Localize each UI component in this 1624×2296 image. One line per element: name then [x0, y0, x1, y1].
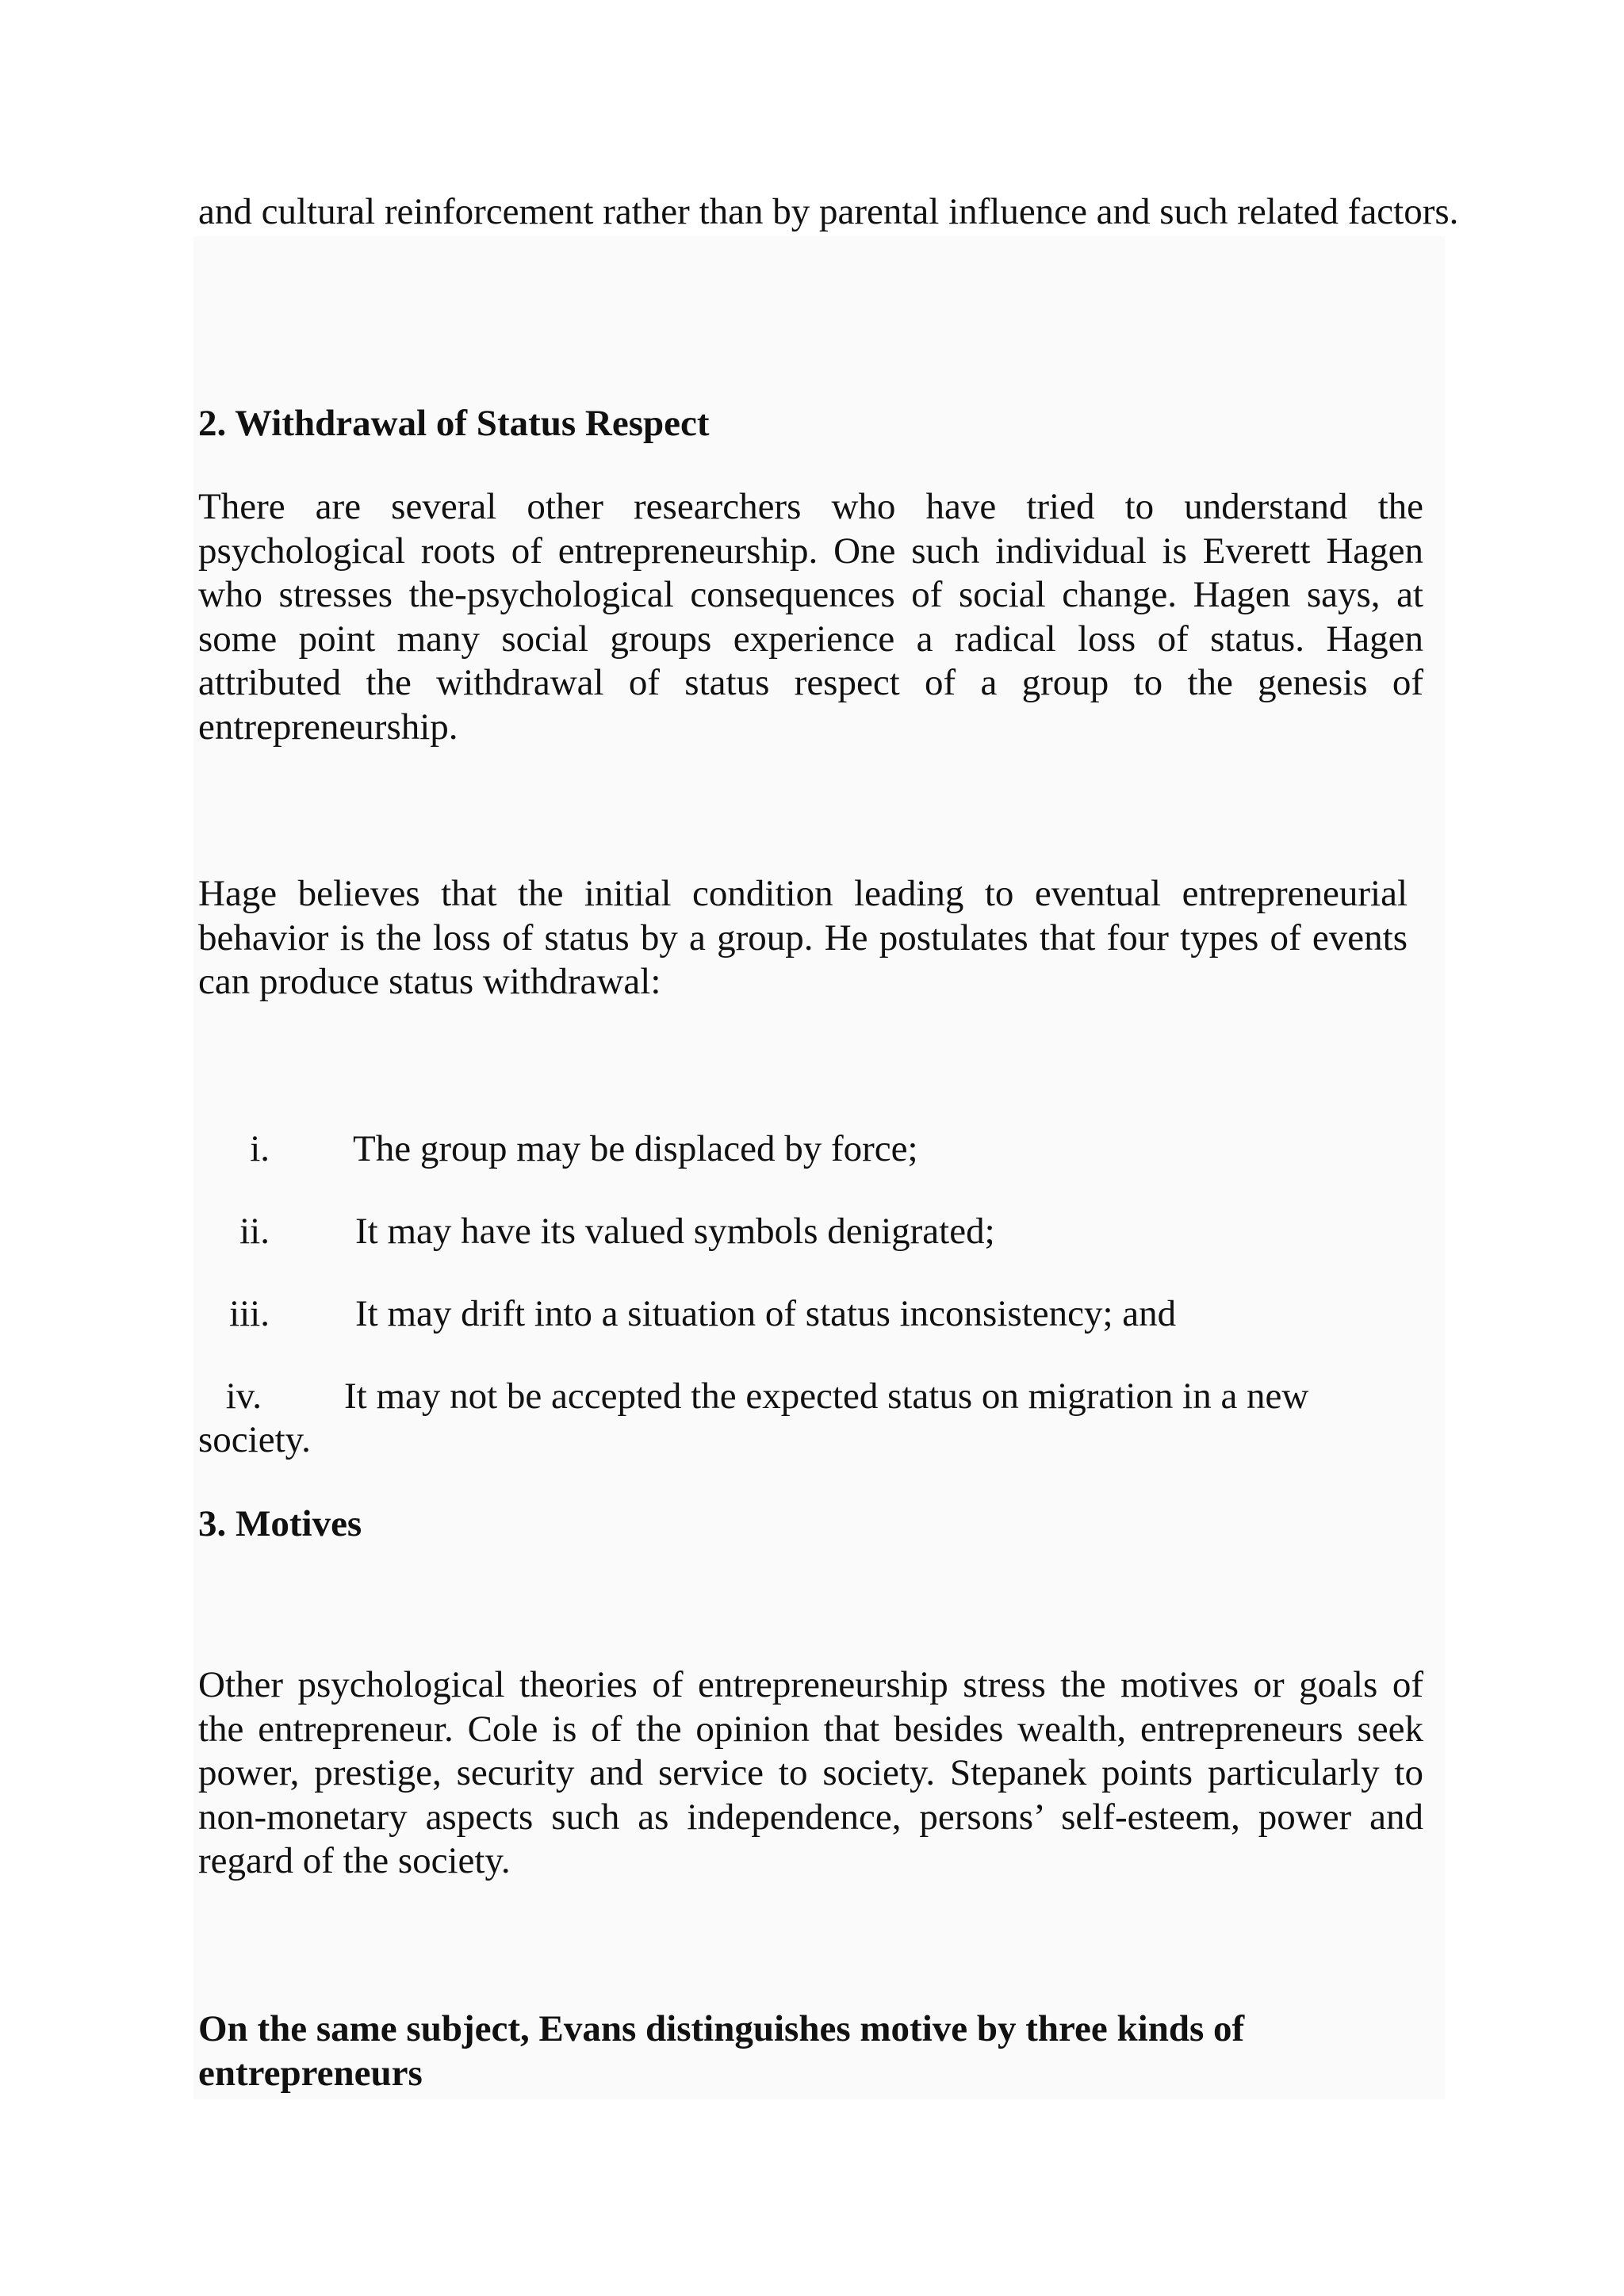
- section-3-paragraph-1: Other psychological theories of entrepreneurship stress the motives or goals of the entrepreneur. Cole is of the opinion that besides wealth, entrepreneurs seek power, prestige, security and service to society. Stepanek points particularly to non-monetary aspects such as independence, persons’ self-esteem, power and regard of the society.: [198, 1664, 1423, 1881]
- section-2-heading: 2. Withdrawal of Status Respect: [198, 403, 710, 444]
- list-item-text: It may drift into a situation of status inconsistency; and: [355, 1293, 1177, 1334]
- list-item-text: It may not be accepted the expected status on migration in a new: [344, 1376, 1309, 1417]
- intro-paragraph-fragment: and cultural reinforcement rather than by parental influence and such related factors.: [198, 191, 1459, 232]
- list-item-text: The group may be displaced by force;: [353, 1128, 918, 1169]
- section-3-heading: 3. Motives: [198, 1503, 362, 1544]
- list-item-continuation: society.: [198, 1419, 311, 1460]
- list-marker: iv.: [225, 1376, 262, 1417]
- list-marker: iii.: [229, 1293, 270, 1334]
- section-2-paragraph-1: There are several other researchers who have tried to understand the psychological roots of entrepreneurship. One such individual is Everett Hagen who stresses the-psychological consequences of social change. Hagen says, at some point many social groups experience a radical loss of status. Hagen attributed the withdrawal of status respect of a group to the genesis of entrepreneurship.: [198, 486, 1423, 748]
- list-item-text: It may have its valued symbols denigrated;: [355, 1211, 995, 1252]
- section-2-paragraph-2: Hage believes that the initial condition leading to eventual entrepreneurial behavior is the loss of status by a group. He postulates that four types of events can produce status withdrawal:: [198, 873, 1408, 1002]
- list-marker: ii.: [239, 1211, 270, 1252]
- list-marker: i.: [250, 1128, 270, 1169]
- evans-subheading: On the same subject, Evans distinguishes motive by three kinds of entrepreneurs: [198, 2008, 1245, 2094]
